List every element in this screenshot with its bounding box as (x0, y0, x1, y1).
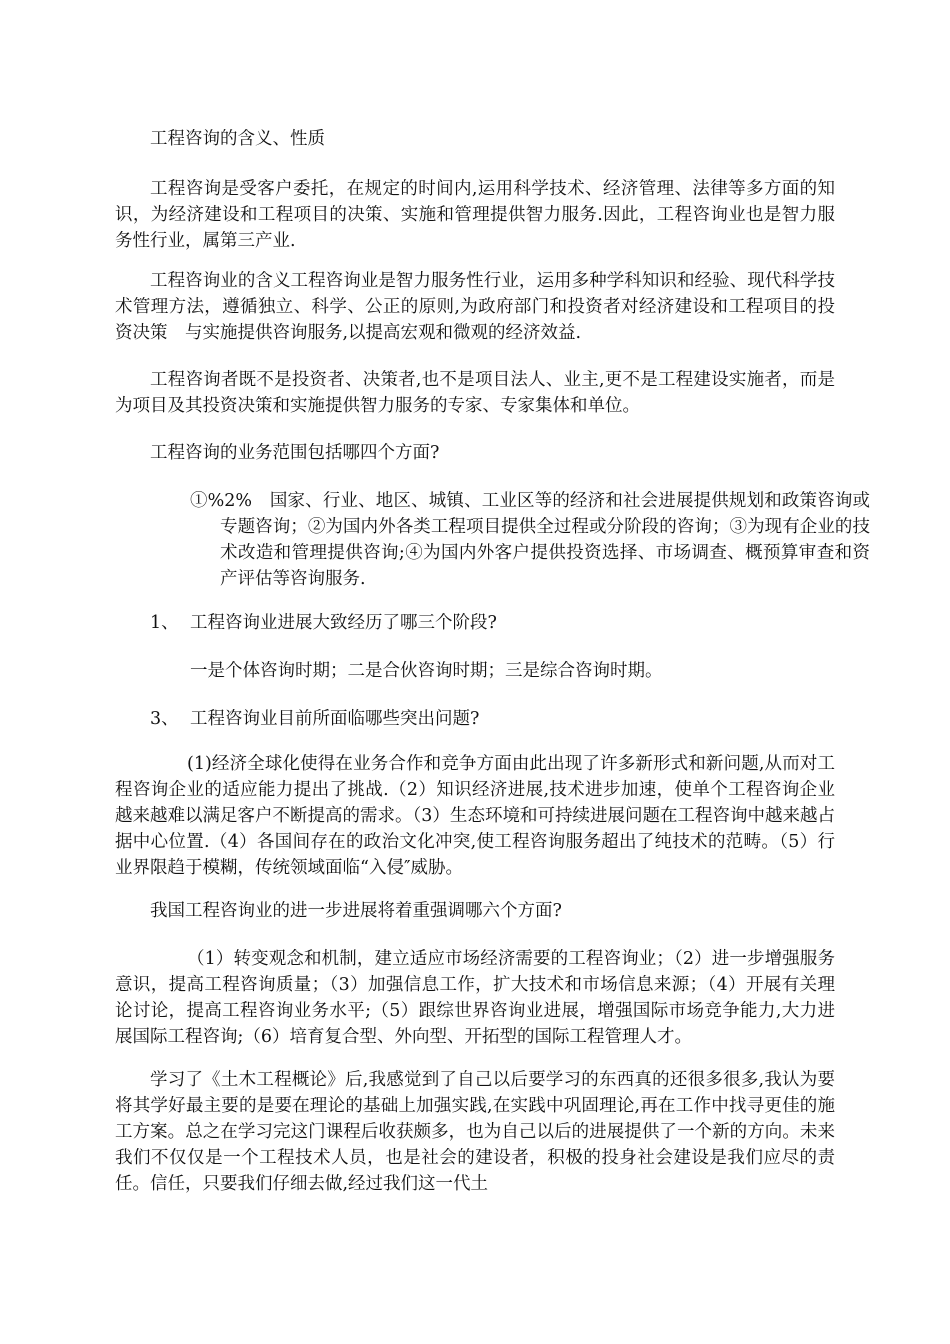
question-stages: 工程咨询业进展大致经历了哪三个阶段? (190, 613, 497, 633)
answer-stages: 一是个体咨询时期；二是合伙咨询时期；三是综合咨询时期。 (190, 661, 663, 681)
paragraph-course-reflection: 学习了《土木工程概论》后,我感觉到了自己以后要学习的东西真的还很多很多,我认为要将其学好最主要的是要在理论的基础上加强实践,在实践中巩固理论,再在工作中找寻更佳的施工方案。总之在学习完这门课程后收获颇多，也为自己以后的进展提供了一个新的方向。未来我们不仅仅是一个工程技术人员，也是社会的建设者，积极的投身社会建设是我们应尽的责任。信任，只要我们仔细去做,经过我们这一代土 (115, 1070, 835, 1194)
section-heading: 工程咨询的含义、性质 (150, 129, 325, 149)
paragraph-consultant-role: 工程咨询者既不是投资者、决策者,也不是项目法人、业主,更不是工程建设实施者，而是为项目及其投资决策和实施提供智力服务的专家、专家集体和单位。 (115, 370, 835, 416)
question-problems-row (150, 706, 479, 732)
paragraph-industry-meaning: 工程咨询业的含义工程咨询业是智力服务性行业，运用多种学科知识和经验、现代科学技术管理方法，遵循独立、科学、公正的原则,为政府部门和投资者对经济建设和工程项目的投资决策 与实施提供咨询服务,以提高宏观和微观的经济效益. (115, 271, 835, 343)
question-business-scope: 工程咨询的业务范围包括哪四个方面? (150, 443, 440, 463)
question-number: 3、 (150, 709, 179, 729)
question-number: 1、 (150, 613, 179, 633)
question-stages-row (150, 610, 497, 636)
question-problems: 工程咨询业目前所面临哪些突出问题? (190, 709, 480, 729)
answer-problems: (1)经济全球化使得在业务合作和竞争方面由此出现了许多新形式和新问题,从而对工程咨询企业的适应能力提出了挑战.（2）知识经济进展,技术进步加速，使单个工程咨询企业越来越难以满足客户不断提高的需求。（3）生态环境和可持续进展问题在工程咨询中越来越占据中心位置.（4）各国间存在的政治文化冲突,使工程咨询服务超出了纯技术的范畴。（5）行业界限趋于模糊，传统领域面临“入侵″威胁。 (115, 754, 835, 878)
answer-business-scope: ①%2% 国家、行业、地区、城镇、工业区等的经济和社会进展提供规划和政策咨询或专题咨询；②为国内外各类工程项目提供全过程或分阶段的咨询；③为现有企业的技术改造和管理提供咨询;④为国内外客户提供投资选择、市场调查、概预算审查和资产评估等咨询服务. (190, 491, 870, 589)
question-development: 我国工程咨询业的进一步进展将着重强调哪六个方面? (150, 901, 562, 921)
paragraph-definition: 工程咨询是受客户委托，在规定的时间内,运用科学技术、经济管理、法律等多方面的知识，为经济建设和工程项目的决策、实施和管理提供智力服务.因此，工程咨询业也是智力服务性行业，属第三产业. (115, 179, 835, 251)
answer-development: （1）转变观念和机制，建立适应市场经济需要的工程咨询业；（2）进一步增强服务意识，提高工程咨询质量；（3）加强信息工作，扩大技术和市场信息来源；（4）开展有关理论讨论，提高工程咨询业务水平;（5）跟综世界咨询业进展，增强国际市场竞争能力,大力进展国际工程咨询;（6）培育复合型、外向型、开拓型的国际工程管理人才。 (115, 949, 835, 1047)
